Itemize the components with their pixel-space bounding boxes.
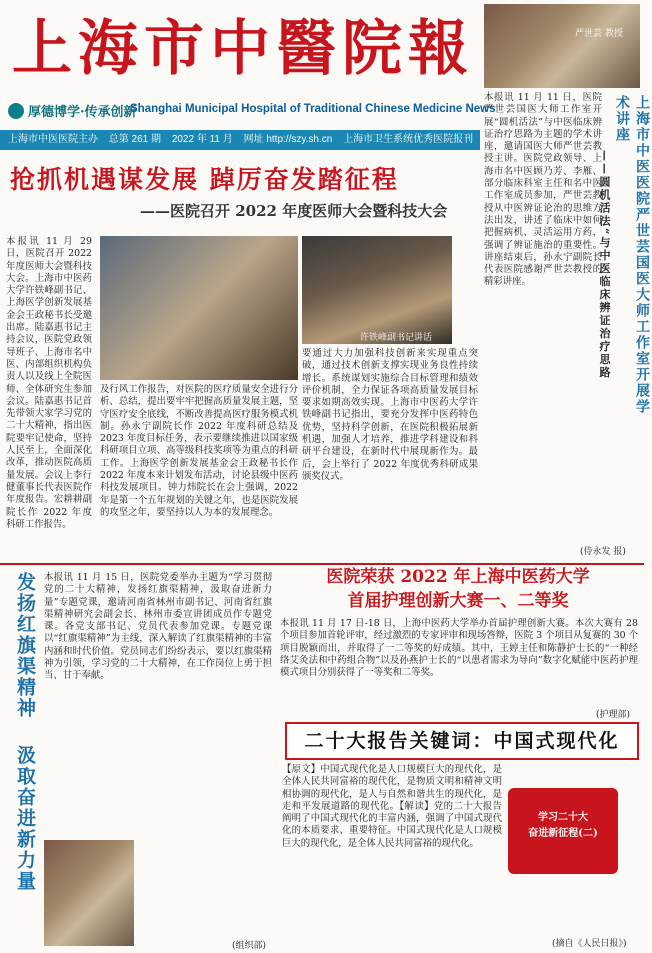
- top-photo: [484, 4, 640, 88]
- honor-text: 上海市卫生系统优秀医院报刊: [343, 134, 474, 145]
- study-badge: [508, 788, 618, 874]
- story1-photo-caption: 许铁峰副书记讲话: [360, 333, 433, 343]
- info-bar: [0, 130, 480, 150]
- story3-body: 本报讯 11 月 17 日-18 日，上海中医药大学举办首届护理创新大赛。本次大赛有 28 个项目参加首轮评审，经过激烈的专家评审和现场答辩，医院 3 个项目从复赛的 30 个项目脱颖而出，并取得了一二等奖的好成绩。其中，王婷主任和陈静护士长的“一种经络艾灸法和中药组合物”以及孙燕护士长的“以患者需求为导向”数字化赋能中医药护理模式项目分别获得了一等奖和二等奖。: [280, 618, 638, 679]
- story2-title-2: 汲取奋进新力量: [14, 745, 36, 892]
- english-title: Shanghai Municipal Hospital of Traditional Chinese Medicine News: [130, 103, 496, 115]
- website-link[interactable]: 网址 http://szy.sh.cn: [243, 134, 333, 145]
- story1-group-photo: [100, 236, 298, 380]
- badge-line2: 奋进新征程(二): [528, 828, 598, 839]
- story1-headline: 抢抓机遇谋发展 踔厉奋发踏征程: [10, 165, 399, 194]
- story4-author: (摘自《人民日报》): [552, 939, 627, 949]
- badge-line1: 学习二十大: [538, 812, 588, 823]
- story4-headline: 二十大报告关键词：中国式现代化: [285, 722, 639, 760]
- story3-headline: [278, 565, 638, 617]
- newspaper-title: 上海市中醫院報: [12, 14, 474, 84]
- right-column-title: 上海市中医医院严世芸国医大师工作室开展学术讲座: [614, 95, 650, 415]
- right-column-body: 本报讯 11 月 11 日，医院严世芸国医大师工作室开展“圆机活法”与中医临床辨证治疗思路为主题的学术讲座，邀请国医大师严世芸教授主讲。医院党政领导、上海市名中医顾乃芳、李雁、部分临床科室主任和名中医工作室成员参加，严世芸教授从中医辨证论治的思维方法出发，讲述了临床中如何把握病机、灵活运用方药，强调了辨证施治的重要性。讲座结束后，孙永宁副院长代表医院感谢严世芸教授的精彩讲座。: [484, 92, 602, 288]
- story2-body: 本报讯 11 月 15 日，医院党委举办主题为“学习贯彻党的二十大精神，发扬红旗渠精神，汲取奋进新力量”专题党课，邀请河南省林州市副书记、河南省红旗渠精神研究会副会长、林州市委宣讲团成员作专题党课。各党支部书记、党员代表参加党课。专题党课以“红旗渠精神”为主线，深入解读了红旗渠精神的丰富内涵和时代价值。党员同志们纷纷表示，要以红旗渠精神为引领，学习党的二十大精神，在工作岗位上勇于担当、甘于奉献。: [44, 572, 272, 682]
- story3-headline-line2: 首届护理创新大赛一、二等奖: [347, 591, 569, 611]
- story2-title-1: 发扬红旗渠精神: [14, 572, 36, 719]
- story3-author: (护理部): [596, 710, 631, 720]
- story3-headline-line1: 医院荣获 2022 年上海中医药大学: [326, 567, 590, 587]
- story4-body: 【原文】中国式现代化是人口规模巨大的现代化，是全体人民共同富裕的现代化，是物质文明和精神文明相协调的现代化，是人与自然和谐共生的现代化，是走和平发展道路的现代化。【解读】党的二十大报告阐明了中国式现代化的丰富内涵，强调了中国式现代化的本质要求、重要特征。中国式现代化是人口规模巨大的现代化，是全体人民共同富裕的现代化。: [282, 764, 502, 849]
- story2-author: (组织部): [232, 941, 267, 951]
- story1-subhead: ——医院召开 2022 年度医师大会暨科技大会: [140, 202, 448, 220]
- right-column-author: (侍永发 报): [580, 547, 626, 557]
- sponsor-text: 上海市中医医院主办: [8, 134, 98, 145]
- top-photo-caption: 严世芸 教授: [575, 29, 623, 39]
- story2-photo: [44, 840, 134, 946]
- issue-date: 2022 年 11 月: [171, 134, 233, 145]
- hospital-logo-icon: [8, 103, 24, 119]
- issue-number: 总第 261 期: [108, 134, 162, 145]
- story1-col3: 要通过大力加强科技创新来实现重点突破，通过技术创新支撑实现业务良性持续增长。系统谋划实施综合目标管理和绩效评价机制，全力保证各项高质量发展目标要求如期高效实现。上海市中医药大学许铁峰副书记指出，要充分发挥中医药特色优势，坚持科学创新，在医院积极拓展新机遇，加强人才培养，推进学科建设和科研平台建设，在新时代中展现新作为。最后，会上举行了 2022 年度优秀科研成果颁奖仪式。: [302, 348, 478, 482]
- story1-col1: 本报讯 11 月 29 日，医院召开 2022 年度医师大会暨科技大会。上海市中医药大学许铁峰副书记、上海医学创新发展基金会王政秘书长受邀出席。陆嘉惠书记主持会议，医院党政领导班子、上海市名中医、内部组织机构负责人以及线上全院医师、全体研究生参加会议。陆嘉惠书记首先带领大家学习党的二十大精神，指出医院要牢记使命，坚持人民至上，全面深化改革，推动医院高质量发展。会议上李行健董事长代表医院作年度报告。宏耕耕副院长作 2022 年度科研工作报告。: [6, 236, 92, 530]
- right-column-subtitle: ——圆机活法“与中医临床辨证治疗思路: [598, 150, 611, 380]
- story1-speaker-photo: [302, 236, 452, 344]
- masthead: [0, 0, 496, 140]
- hospital-motto: 厚德博学·传承创新: [28, 105, 137, 120]
- story1-col2: 及行风工作报告，对医院的医疗质量安全进行分析、总结，提出要牢牢把握高质量发展主题，坚守医疗安全底线，不断改善提高医疗服务模式机制。孙永宁副院长作 2022 年度科研总结及 2023 年度目标任务，表示要继续推进以国家级科研项目立项、高等级科技奖项等为重点的科研工作。上海医学创新发展基金会王政秘书长作 2022 年度本来计划发布活动，讨论县级中医药科技发展项目。钟力炜院长在会上强调，2022 年是第一个五年规划的关键之年，也是医院发展的攻坚之年，要坚持以人为本的发展理念。: [100, 384, 298, 518]
